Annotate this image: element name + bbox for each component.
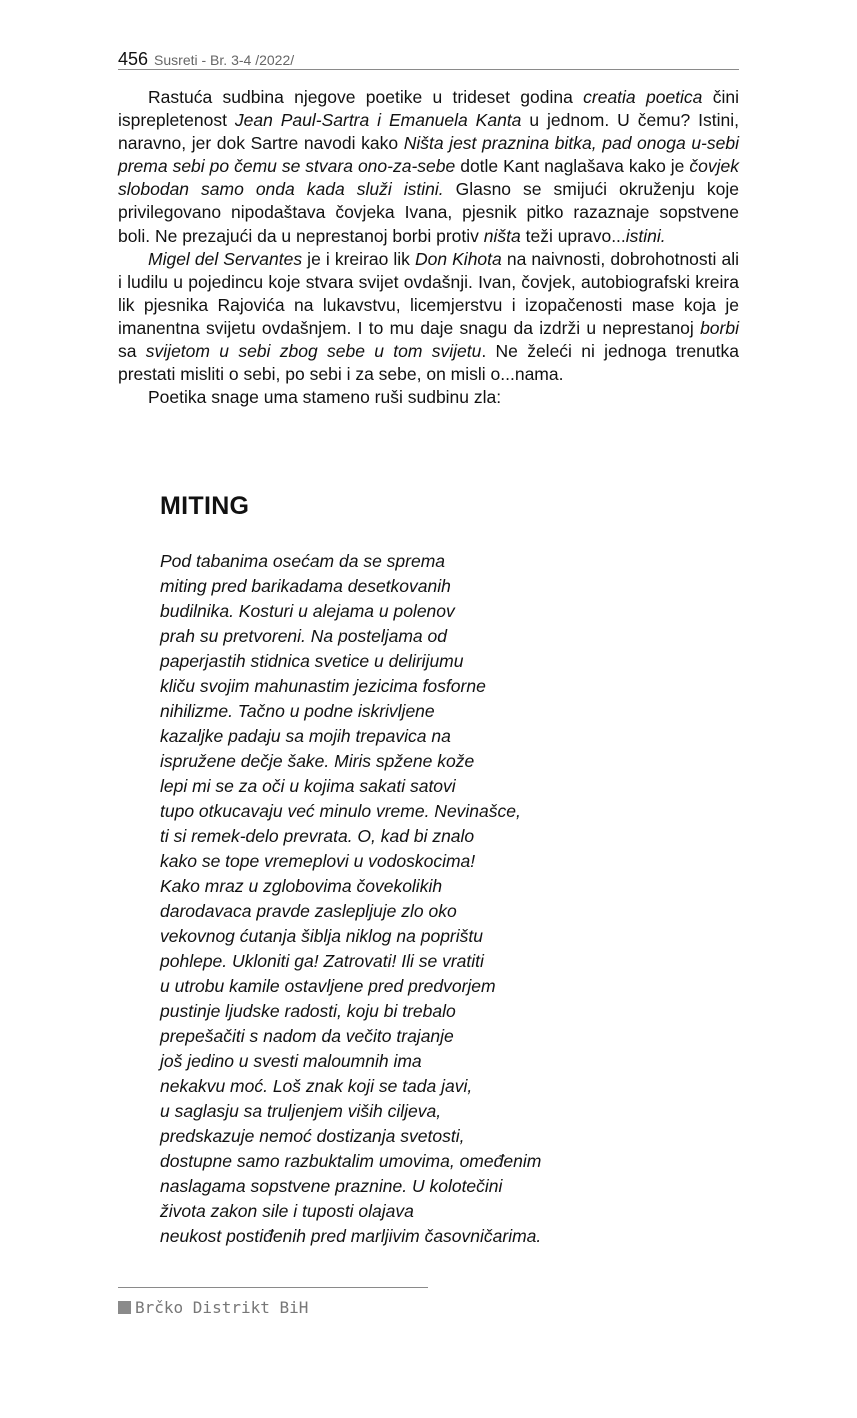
body-paragraph xyxy=(118,386,739,409)
poem-title: MITING xyxy=(160,492,250,520)
poem-line: dostupne samo razbuktalim umovima, omeđenim xyxy=(160,1151,542,1171)
poem-line: kliču svojim mahunastim jezicima fosforne xyxy=(160,676,486,696)
footer-rule xyxy=(118,1287,428,1288)
footer-square-icon xyxy=(118,1301,131,1314)
italic-text: Don Kihota xyxy=(414,248,502,269)
italic-text: Ništa jest praznina bitka, pad onoga u-sebi prema sebi po čemu se stvara ono-za-sebe xyxy=(118,133,739,177)
poem-line: pustinje ljudske radosti, koju bi trebalo xyxy=(160,1001,456,1021)
text-run: sa xyxy=(118,341,146,362)
poem-line: predskazuje nemoć dostizanja svetosti, xyxy=(160,1126,465,1146)
italic-text: borbi xyxy=(700,317,739,338)
text-run: . Ne želeći ni jednoga trenutka prestati misliti o sebi, po sebi i za sebe, on misli o...nama. xyxy=(118,341,739,385)
poem-line: nekakvu moć. Loš znak koji se tada javi, xyxy=(160,1076,473,1096)
poem-line: nihilizme. Tačno u podne iskrivljene xyxy=(160,701,435,721)
italic-text: čovjek slobodan samo onda kada služi istini. xyxy=(118,156,739,200)
page-number: 456 xyxy=(118,49,149,69)
poem-line: ispružene dečje šake. Miris spžene kože xyxy=(160,751,475,771)
poem-line: tupo otkucavaju već minulo vreme. Nevinašce, xyxy=(160,801,521,821)
text-run: Poetika snage uma stameno ruši sudbinu zla: xyxy=(148,387,502,408)
running-head: Susreti - Br. 3-4 /2022/ xyxy=(154,52,295,68)
poem-line: u utrobu kamile ostavljene pred predvorjem xyxy=(160,976,496,996)
text-run: Glasno se smijući okruženju koje privilegovano nipodaštava čovjeka Ivana, pjesnik pitko razaznaje sopstvene boli. Ne prezajući da u neprestanoj borbi protiv xyxy=(118,179,739,246)
italic-text: svijetom u sebi zbog sebe u tom svijetu xyxy=(145,341,482,362)
poem-line: budilnika. Kosturi u alejama u polenov xyxy=(160,601,455,621)
poem-line: kako se tope vremeplovi u vodoskocima! xyxy=(160,851,476,871)
poem-line: naslagama sopstvene praznine. U kolotečini xyxy=(160,1176,503,1196)
italic-text: ništa xyxy=(483,225,521,246)
poem-line: pohlepe. Ukloniti ga! Zatrovati! Ili se vratiti xyxy=(160,951,484,971)
poem-line: kazaljke padaju sa mojih trepavica na xyxy=(160,726,451,746)
poem-line: Pod tabanima osećam da se sprema xyxy=(160,551,446,571)
page-footer xyxy=(118,1298,308,1317)
poem-line: još jedino u svesti maloumnih ima xyxy=(160,1051,422,1071)
poem-line: prah su pretvoreni. Na posteljama od xyxy=(160,626,447,646)
italic-text: Jean Paul-Sartra i Emanuela Kanta xyxy=(234,110,522,131)
body-paragraph xyxy=(118,248,739,387)
italic-text: istini. xyxy=(625,225,666,246)
text-run: čini isprepletenost xyxy=(118,87,739,131)
footer-text: Brčko Distrikt BiH xyxy=(135,1298,309,1317)
poem-line: Kako mraz u zglobovima čovekolikih xyxy=(160,876,443,896)
poem-line: života zakon sile i tuposti olajava xyxy=(160,1201,414,1221)
text-run: u jednom. U čemu? Istini, naravno, jer dok Sartre navodi kako xyxy=(118,110,739,154)
poem-line: lepi mi se za oči u kojima sakati satovi xyxy=(160,776,456,796)
poem-line: paperjastih stidnica svetice u delirijumu xyxy=(160,651,464,671)
poem-body xyxy=(160,549,720,1249)
text-run: je i kreirao lik xyxy=(302,248,415,269)
text-run: Rastuća sudbina njegove poetike u trideset godina xyxy=(148,87,584,107)
italic-text: creatia poetica xyxy=(583,87,703,107)
body-paragraph xyxy=(118,86,739,248)
poem-line: neukost postiđenih pred marljivim časovničarima. xyxy=(160,1226,542,1246)
poem-line: vekovnog ćutanja šiblja niklog na poprištu xyxy=(160,926,483,946)
poem-line: u saglasju sa truljenjem viših ciljeva, xyxy=(160,1101,442,1121)
italic-text: Migel del Servantes xyxy=(148,248,303,269)
poem-line: darodavaca pravde zaslepljuje zlo oko xyxy=(160,901,457,921)
body-text xyxy=(118,86,739,409)
text-run: teži upravo... xyxy=(520,225,626,246)
poem-line: ti si remek-delo prevrata. O, kad bi znalo xyxy=(160,826,475,846)
poem-line: miting pred barikadama desetkovanih xyxy=(160,576,451,596)
page-header xyxy=(118,48,739,70)
text-run: na naivnosti, dobrohotnosti ali i ludilu u pojedincu koje stvara svijet ovdašnji. Ivan, čovjek, autobiografski kreira lik pjesnika Rajovića na lukavstvu, licemjerstvu i izopačenosti mase koja je imanentna svijetu ovdašnjem. I to mu daje snagu da izdrži u neprestanoj xyxy=(118,248,739,338)
text-run: dotle Kant naglašava kako je xyxy=(455,156,690,177)
poem-line: prepešačiti s nadom da večito trajanje xyxy=(160,1026,454,1046)
